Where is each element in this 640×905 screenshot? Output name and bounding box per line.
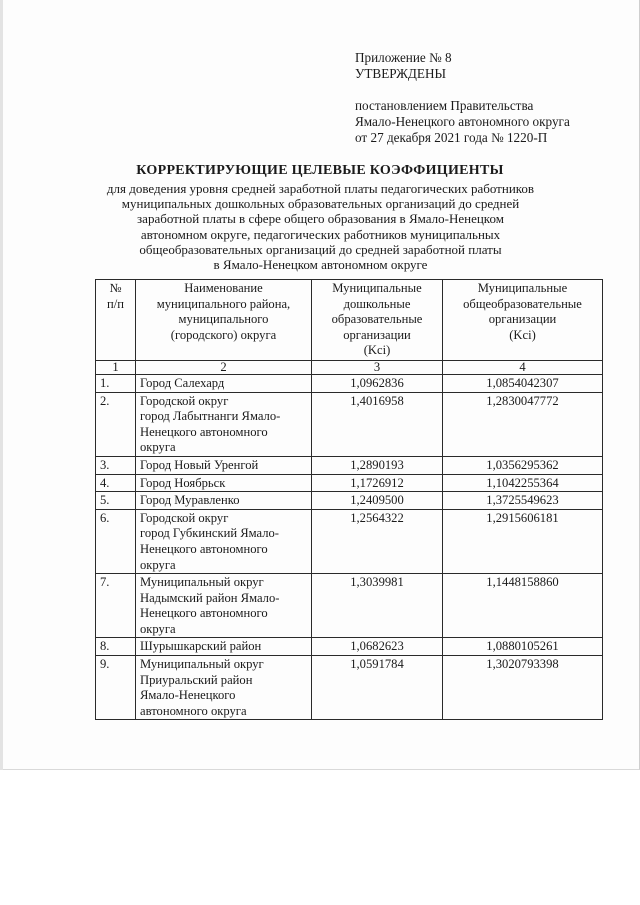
preschool-coefficient: 1,2564322 — [312, 509, 443, 573]
municipality-name: Городской округ город Губкинский Ямало- Ненецкого автономного округа — [136, 509, 312, 573]
table-row — [96, 638, 603, 656]
subtitle-line: в Ямало-Ненецком автономном округе — [213, 257, 428, 273]
municipality-name: Город Муравленко — [136, 492, 312, 510]
resolution-line: постановлением Правительства — [355, 98, 534, 113]
municipality-name: Город Ноябрьск — [136, 474, 312, 492]
general-coefficient: 1,1042255364 — [443, 474, 603, 492]
subtitle-line: автономном округе, педагогических работников муниципальных — [140, 226, 501, 242]
scan-edge — [0, 0, 3, 770]
municipality-name: Муниципальный округ Надымский район Ямало- Ненецкого автономного округа — [136, 574, 312, 638]
column-number: 2 — [136, 360, 312, 374]
row-number: 3. — [96, 456, 136, 474]
municipality-name: Город Новый Уренгой — [136, 456, 312, 474]
preschool-coefficient: 1,1726912 — [312, 474, 443, 492]
header-general: Муниципальные общеобразовательные организации (Kci) — [443, 280, 603, 361]
preschool-coefficient: 1,4016958 — [312, 392, 443, 456]
preschool-coefficient: 1,2890193 — [312, 456, 443, 474]
appendix-number: Приложение № 8 — [355, 50, 452, 65]
coefficients-table — [95, 279, 603, 720]
row-number: 8. — [96, 638, 136, 656]
table-row — [96, 656, 603, 720]
subtitle-line: муниципальных дошкольных образовательных организаций до средней — [121, 196, 520, 212]
preschool-coefficient: 1,0682623 — [312, 638, 443, 656]
general-coefficient: 1,3725549623 — [443, 492, 603, 510]
document-title: КОРРЕКТИРУЮЩИЕ ЦЕЛЕВЫЕ КОЭФФИЦИЕНТЫ — [136, 163, 504, 178]
table-row — [96, 474, 603, 492]
municipality-name: Муниципальный округ Приуральский район Ямало-Ненецкого автономного округа — [136, 656, 312, 720]
table-header-row — [96, 280, 603, 361]
header-name: Наименование муниципального района, муниципального (городского) округа — [136, 280, 312, 361]
row-number: 9. — [96, 656, 136, 720]
column-number-row — [96, 360, 603, 374]
subtitle-line: общеобразовательных организаций до средней заработной платы — [139, 241, 502, 257]
row-number: 5. — [96, 492, 136, 510]
general-coefficient: 1,2915606181 — [443, 509, 603, 573]
government-line: Ямало-Ненецкого автономного округа — [355, 114, 570, 129]
row-number: 7. — [96, 574, 136, 638]
table-row — [96, 456, 603, 474]
general-coefficient: 1,2830047772 — [443, 392, 603, 456]
municipality-name: Городской округ город Лабытнанги Ямало- Ненецкого автономного округа — [136, 392, 312, 456]
subtitle-line: заработной платы в сфере общего образования в Ямало-Ненецком — [137, 211, 504, 227]
column-number: 3 — [312, 360, 443, 374]
table-row — [96, 492, 603, 510]
table-row — [96, 392, 603, 456]
row-number: 6. — [96, 509, 136, 573]
approved-label: УТВЕРЖДЕНЫ — [355, 66, 447, 81]
table-row — [96, 509, 603, 573]
general-coefficient: 1,3020793398 — [443, 656, 603, 720]
row-number: 2. — [96, 392, 136, 456]
table-row — [96, 374, 603, 392]
approval-block — [355, 50, 625, 146]
resolution-date: от 27 декабря 2021 года № 1220-П — [355, 130, 548, 145]
column-number: 1 — [96, 360, 136, 374]
general-coefficient: 1,0854042307 — [443, 374, 603, 392]
header-number: № п/п — [96, 280, 136, 361]
preschool-coefficient: 1,2409500 — [312, 492, 443, 510]
document-subtitle — [98, 181, 543, 272]
preschool-coefficient: 1,0591784 — [312, 656, 443, 720]
general-coefficient: 1,0356295362 — [443, 456, 603, 474]
header-preschool: Муниципальные дошкольные образовательные организации (Kci) — [312, 280, 443, 361]
preschool-coefficient: 1,3039981 — [312, 574, 443, 638]
subtitle-line: для доведения уровня средней заработной платы педагогических работников — [106, 181, 535, 196]
table-row — [96, 574, 603, 638]
general-coefficient: 1,1448158860 — [443, 574, 603, 638]
row-number: 4. — [96, 474, 136, 492]
column-number: 4 — [443, 360, 603, 374]
municipality-name: Город Салехард — [136, 374, 312, 392]
row-number: 1. — [96, 374, 136, 392]
municipality-name: Шурышкарский район — [136, 638, 312, 656]
general-coefficient: 1,0880105261 — [443, 638, 603, 656]
preschool-coefficient: 1,0962836 — [312, 374, 443, 392]
